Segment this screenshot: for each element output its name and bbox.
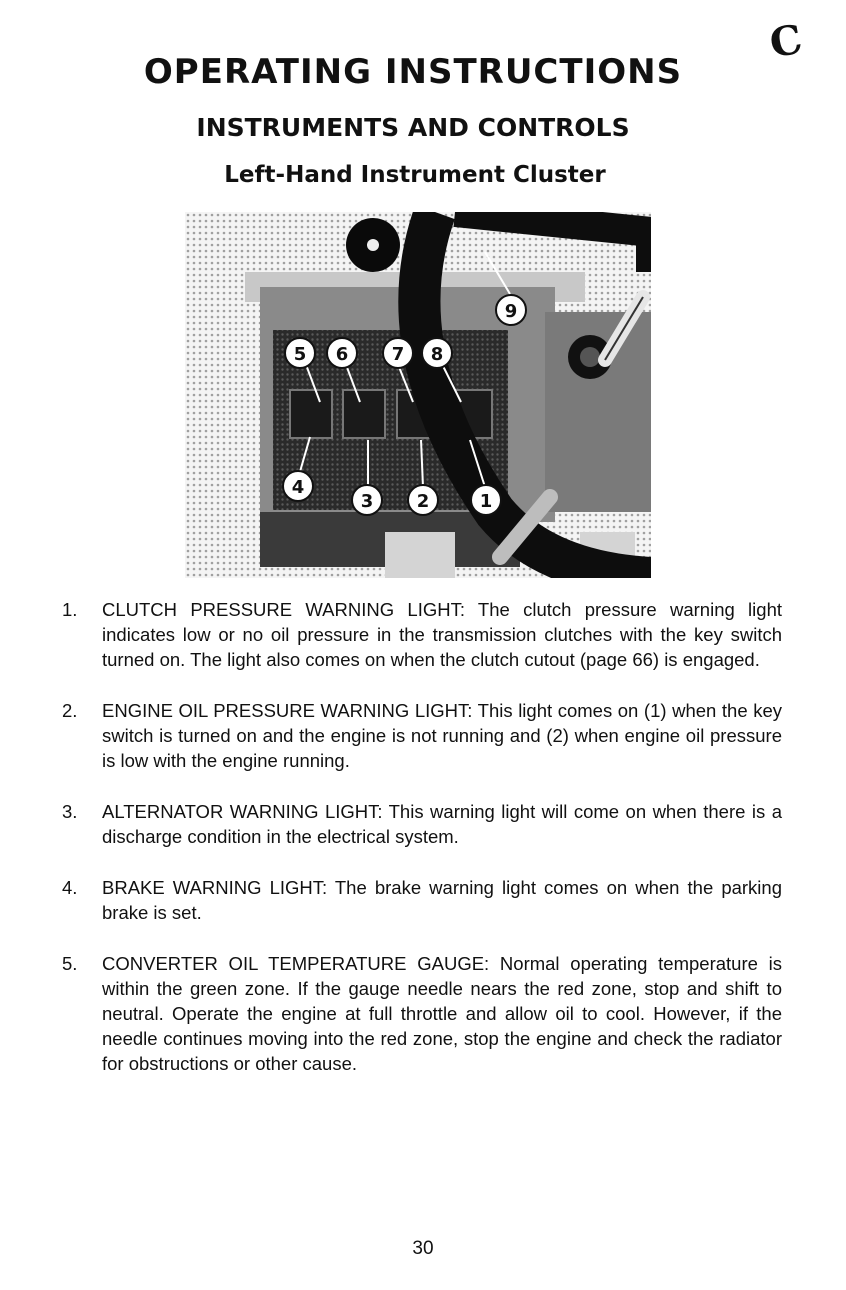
callout-4 xyxy=(283,471,313,501)
callout-3 xyxy=(352,485,382,515)
item-number: 3. xyxy=(62,801,78,822)
callout-1 xyxy=(471,485,501,515)
callout-6 xyxy=(327,338,357,368)
svg-text:7: 7 xyxy=(391,344,405,365)
svg-text:6: 6 xyxy=(335,344,349,365)
svg-text:3: 3 xyxy=(360,491,374,512)
page-subtitle: INSTRUMENTS AND CONTROLS xyxy=(196,113,630,142)
list-item xyxy=(62,698,782,773)
item-text: ALTERNATOR WARNING LIGHT: This warning light will come on when there is a discharge condition in the electrical system. xyxy=(102,801,782,847)
svg-text:1: 1 xyxy=(479,491,493,512)
callout-5 xyxy=(285,338,315,368)
callout-7 xyxy=(383,338,413,368)
instrument-description-list xyxy=(62,597,782,1102)
callout-9 xyxy=(496,295,526,325)
callout-2 xyxy=(408,485,438,515)
page-title: OPERATING INSTRUCTIONS xyxy=(143,52,683,92)
svg-text:8: 8 xyxy=(430,344,444,365)
instrument-cluster-photo xyxy=(185,212,651,578)
callout-8 xyxy=(422,338,452,368)
section-title: Left-Hand Instrument Cluster xyxy=(224,162,606,188)
item-text: CLUTCH PRESSURE WARNING LIGHT: The clutch pressure warning light indicates low or no oil pressure in the transmission clutches with the key switch turned on. The light also comes on when the clutch cutout (page 66) is engaged. xyxy=(102,599,782,670)
list-item xyxy=(62,799,782,849)
item-number: 1. xyxy=(62,599,78,620)
svg-text:5: 5 xyxy=(293,344,307,365)
svg-text:4: 4 xyxy=(291,477,305,498)
item-number: 2. xyxy=(62,700,78,721)
item-text: ENGINE OIL PRESSURE WARNING LIGHT: This light comes on (1) when the key switch is turned on and the engine is not running and (2) when engine oil pressure is low with the engine running. xyxy=(102,700,782,771)
item-text: CONVERTER OIL TEMPERATURE GAUGE: Normal operating temperature is within the green zone. If the gauge needle nears the red zone, stop and shift to neutral. Operate the engine at full throttle and allow oil to cool. However, if the needle continues moving into the red zone, stop the engine and check the radiator for obstructions or other cause. xyxy=(102,953,782,1074)
item-number: 5. xyxy=(62,953,78,974)
item-number: 4. xyxy=(62,877,78,898)
corner-mark: C xyxy=(766,15,806,68)
page-number: 30 xyxy=(412,1238,434,1259)
item-text: BRAKE WARNING LIGHT: The brake warning light comes on when the parking brake is set. xyxy=(102,877,782,923)
list-item xyxy=(62,875,782,925)
list-item xyxy=(62,951,782,1076)
svg-text:2: 2 xyxy=(416,491,430,512)
svg-text:9: 9 xyxy=(504,301,518,322)
list-item xyxy=(62,597,782,672)
